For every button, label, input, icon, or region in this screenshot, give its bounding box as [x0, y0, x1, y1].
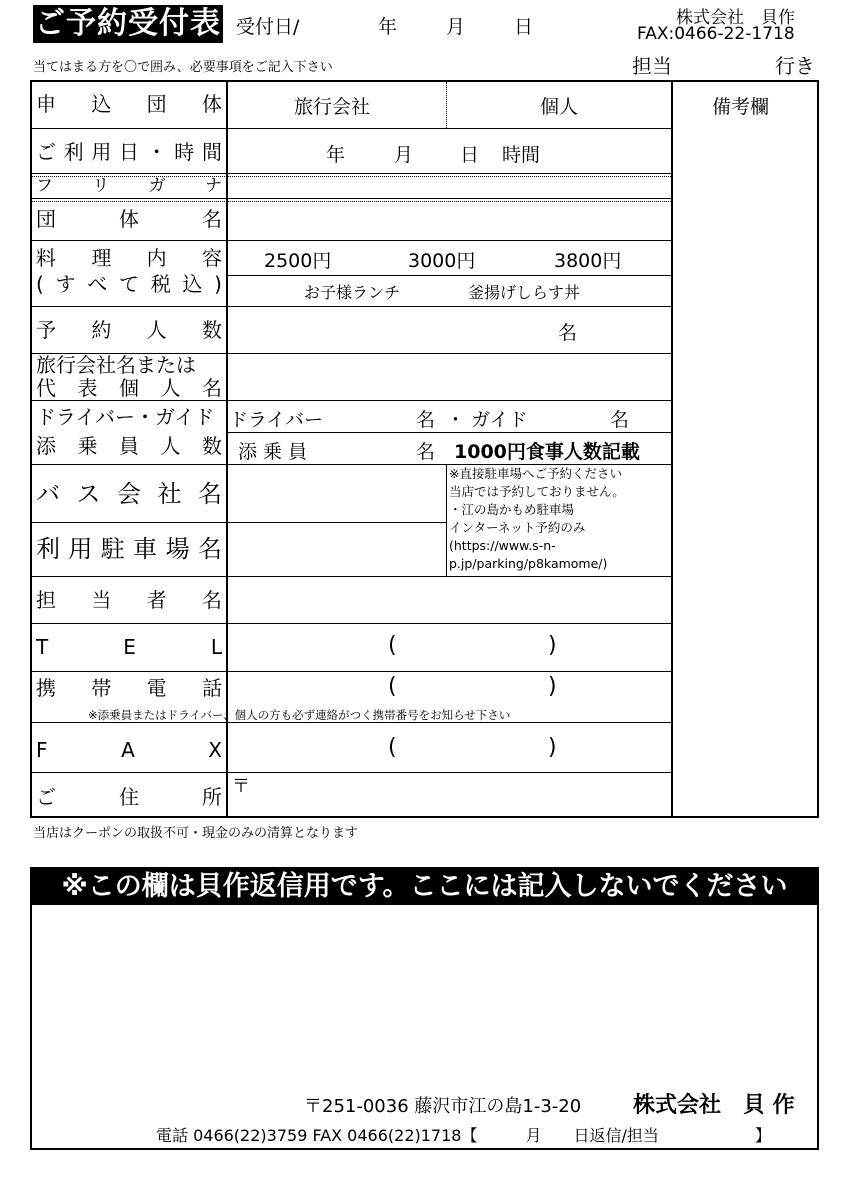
label-char: フ: [36, 176, 53, 196]
parking-note-line: ・江の島かもめ駐車場: [449, 502, 575, 517]
parking-note-line: インターネット予約のみ: [449, 520, 586, 535]
tanto-label: 担当: [632, 54, 672, 78]
label-char: 社: [157, 480, 182, 508]
reply-company: 株式会社 貝 作: [633, 1093, 795, 1118]
parking-note-line: p.jp/parking/p8kamome/): [449, 556, 608, 571]
label-char: 名: [201, 588, 222, 612]
tel-paren-open: (: [388, 633, 397, 658]
driver-count-unit: 名: [416, 409, 436, 431]
label-char: 駐: [100, 535, 125, 563]
furigana-label: [36, 175, 222, 197]
label-char: 住: [119, 785, 139, 809]
label-char: T: [36, 635, 49, 659]
label-char: 電: [146, 676, 167, 700]
label-char: 携: [36, 676, 56, 700]
label-divider: [226, 82, 228, 816]
row-line: [32, 198, 671, 199]
address-label: [36, 785, 222, 809]
label-char: 税: [150, 272, 171, 296]
parking-note: [449, 465, 671, 573]
label-char: 者: [146, 588, 167, 612]
label-char: 込: [182, 272, 203, 296]
parking-note-line: (https://www.s-n-: [449, 538, 556, 553]
mobile-label: [36, 676, 222, 700]
label-char: F: [36, 738, 48, 762]
label-char: 利: [36, 535, 60, 563]
day-label: 日: [514, 16, 534, 38]
label-char: 員: [119, 434, 139, 458]
label-char: 体: [201, 92, 222, 116]
label-char: 名: [202, 207, 222, 231]
row-line: [226, 432, 671, 433]
mobile-paren-close: ): [548, 674, 557, 699]
use-year: 年: [326, 144, 346, 166]
label-char: ス: [76, 480, 101, 508]
label-char: 所: [202, 785, 222, 809]
label-char: A: [121, 738, 135, 762]
label-char: バ: [36, 480, 60, 508]
label-char: 乗: [77, 434, 98, 458]
row-line: [32, 173, 671, 174]
label-char: (: [36, 272, 44, 296]
price-2500-option[interactable]: 2500円: [264, 250, 332, 272]
reply-contact: 電話 0466(22)3759 FAX 0466(22)1718【 月 日返信/担当 】: [156, 1126, 771, 1145]
label-char: 個: [119, 376, 139, 400]
label-char: ): [214, 272, 222, 296]
price-3800-option[interactable]: 3800円: [554, 250, 622, 272]
person-in-charge-label: [36, 588, 222, 612]
reservers-label: [36, 318, 222, 342]
use-day: 日: [460, 144, 480, 166]
driver-guide-label: ドライバー・ガイド: [36, 405, 215, 429]
row-line: [32, 240, 671, 241]
mobile-note: ※添乗員またはドライバー、個人の方も必ず連絡がつく携帯番号をお知らせ下さい: [88, 708, 511, 722]
label-char: 申: [36, 92, 56, 116]
kamaage-option[interactable]: 釜揚げしらす丼: [468, 283, 581, 302]
coupon-note: 当店はクーポンの取扱不可・現金のみの清算となります: [33, 826, 359, 841]
agency-option[interactable]: 旅行会社: [294, 96, 371, 118]
individual-option[interactable]: 個人: [540, 96, 579, 118]
label-char: 込: [91, 92, 112, 116]
label-char: て: [118, 272, 139, 296]
reply-section: [30, 867, 819, 1150]
label-char: L: [210, 635, 222, 659]
reply-band: ※この欄は貝作返信用です。ここには記入しないでください: [32, 869, 817, 905]
people-unit: 名: [558, 322, 578, 344]
menu-label: [36, 246, 222, 270]
parking-note-line: 当店では予約しておりません。: [449, 484, 625, 499]
fax-paren-close: ): [548, 735, 557, 760]
kids-lunch-option[interactable]: お子様ランチ: [304, 283, 401, 302]
label-char: ご: [36, 140, 56, 164]
applicant-label: [36, 92, 222, 116]
label-char: す: [55, 272, 76, 296]
received-date-label: 受付日/: [236, 16, 300, 38]
postal-mark: 〒: [232, 776, 250, 797]
parking-note-divider: [446, 464, 447, 576]
form-title: ご予約受付表: [35, 6, 221, 41]
month-label: 月: [446, 16, 466, 38]
tax-included-label: [36, 272, 222, 296]
row-line: [32, 400, 671, 401]
guide-field[interactable]: ・ ガイド: [446, 409, 528, 431]
label-char: 容: [201, 246, 222, 270]
label-char: 帯: [91, 676, 112, 700]
label-char: 団: [146, 92, 167, 116]
fax-label: [36, 738, 222, 762]
row-line: [32, 306, 671, 307]
row-line: [32, 201, 671, 202]
remarks-header: 備考欄: [712, 96, 770, 118]
label-char: リ: [92, 176, 110, 196]
label-char: 内: [146, 246, 167, 270]
label-char: べ: [87, 272, 108, 296]
label-char: 当: [91, 588, 112, 612]
price-3000-option[interactable]: 3000円: [408, 250, 476, 272]
remarks-field[interactable]: [673, 130, 819, 818]
row-line: [32, 772, 671, 773]
fax-paren-open: (: [388, 735, 397, 760]
label-char: 添: [36, 434, 56, 458]
use-month: 月: [394, 144, 414, 166]
tenjo-field[interactable]: 添 乗 員: [238, 441, 308, 463]
row-line: [32, 576, 671, 577]
reservation-form: [30, 80, 819, 818]
row-line: [32, 522, 446, 523]
label-char: 利: [63, 140, 84, 164]
label-char: ナ: [204, 176, 222, 196]
label-char: 場: [165, 535, 190, 563]
label-char: 車: [133, 535, 158, 563]
label-char: 数: [201, 318, 222, 342]
label-char: ガ: [148, 176, 166, 196]
fax-number: FAX:0466-22-1718: [637, 24, 795, 44]
row-line: [32, 128, 671, 129]
label-char: 名: [198, 480, 222, 508]
label-char: 数: [202, 434, 222, 458]
company-name: 株式会社 貝作: [676, 8, 795, 28]
mobile-paren-open: (: [388, 674, 397, 699]
label-char: 人: [160, 376, 181, 400]
agency-rep-label-1: 旅行会社名または: [36, 353, 196, 377]
tel-paren-close: ): [548, 633, 557, 658]
label-char: 料: [36, 246, 56, 270]
label-char: 名: [202, 376, 222, 400]
row-line: [32, 671, 671, 672]
use-time: 時間: [502, 144, 541, 166]
label-char: 会: [117, 480, 141, 508]
row-line: [32, 623, 671, 624]
label-char: ・: [146, 140, 167, 164]
tenjo-count-unit: 名: [416, 441, 436, 463]
bus-company-label: [36, 480, 222, 508]
tel-label: [36, 635, 222, 659]
label-char: 理: [91, 246, 112, 270]
label-char: 用: [91, 140, 112, 164]
attendants-label: [36, 434, 222, 458]
label-char: E: [123, 635, 136, 659]
parking-label: [36, 535, 222, 563]
date-time-label: [36, 140, 222, 164]
label-char: X: [208, 738, 222, 762]
label-char: 人: [146, 318, 167, 342]
agency-rep-label-2: [36, 376, 222, 400]
label-char: 代: [36, 376, 56, 400]
label-char: 約: [91, 318, 112, 342]
agency-individual-divider: [446, 82, 447, 128]
label-char: 日: [118, 140, 139, 164]
group-name-label: [36, 207, 222, 231]
iki-label: 行き: [775, 54, 815, 78]
meal-note: 1000円食事人数記載: [454, 441, 640, 463]
reply-address: 〒251-0036 藤沢市江の島1-3-20: [304, 1096, 582, 1117]
parking-note-line: ※直接駐車場へご予約ください: [449, 466, 622, 481]
instruction-text: 当てはまる方を〇で囲み、必要事項をご記入下さい: [33, 60, 333, 75]
row-line: [226, 275, 671, 276]
guide-count-unit: 名: [610, 409, 630, 431]
label-char: 担: [36, 588, 56, 612]
label-char: ご: [36, 785, 56, 809]
label-char: 表: [77, 376, 98, 400]
label-char: 体: [119, 207, 139, 231]
label-char: 用: [68, 535, 93, 563]
label-char: 団: [36, 207, 56, 231]
label-char: 間: [201, 140, 222, 164]
driver-field[interactable]: ドライバー: [229, 409, 324, 431]
year-label: 年: [378, 16, 398, 38]
label-char: 話: [201, 676, 222, 700]
label-char: 時: [174, 140, 195, 164]
label-char: 人: [160, 434, 181, 458]
label-char: 名: [197, 535, 222, 563]
label-char: 予: [36, 318, 56, 342]
